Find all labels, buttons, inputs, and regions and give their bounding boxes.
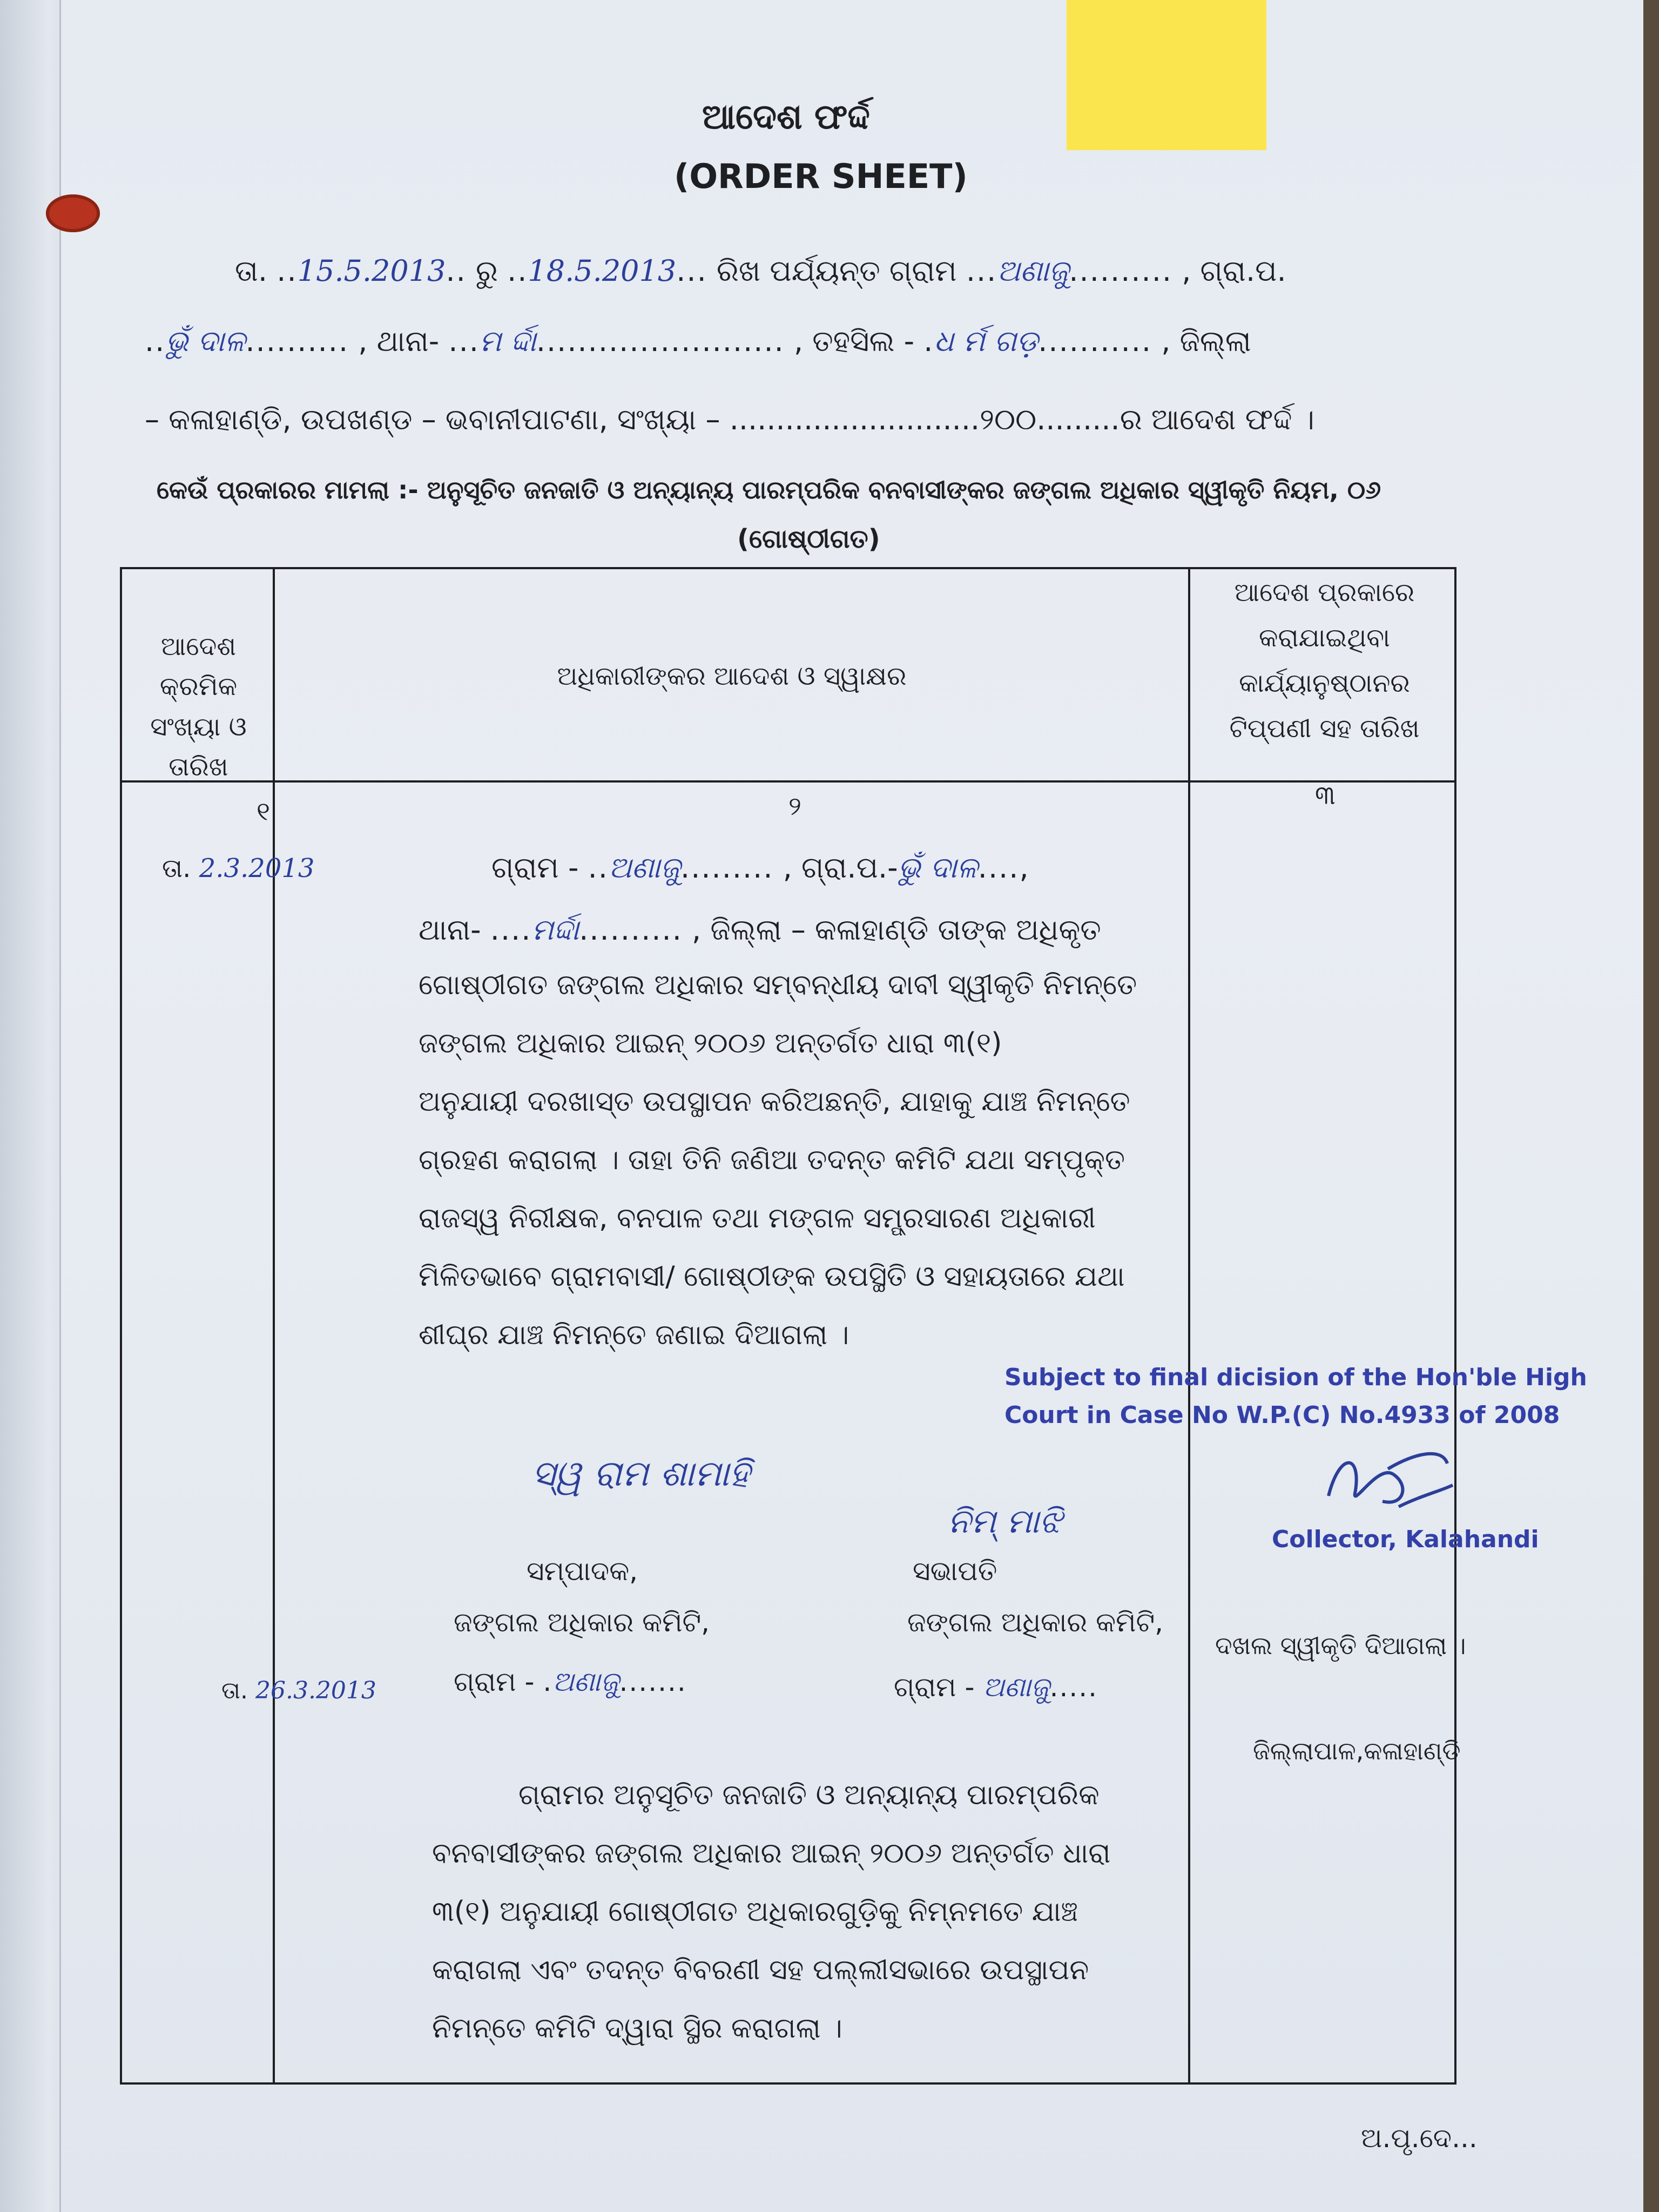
- secretary-signature: ସ୍ୱ ରାମ ଶାମାହି: [532, 1453, 750, 1494]
- entry2-date-prefix: ତା.: [221, 1677, 248, 1704]
- intro-line-2: ..ଭୁଁ ଦାଳ.......... , ଥାନା- ...ମ ର୍ଦ୍ଦା........................ , ତହସିଲ - .ଧ ର୍ମ ଗଡ଼........... , ଜିଲ୍ଲା: [145, 324, 1251, 358]
- village-value: ଅଣାଜୁ: [983, 1671, 1050, 1703]
- col3-header-line-3: କାର୍ଯ୍ୟାନୁଷ୍ଠାନର: [1239, 668, 1410, 698]
- secretary-title: ସମ୍ପାଦକ,: [527, 1555, 638, 1587]
- col3-header: [1193, 570, 1455, 751]
- col3-number: ୩: [1315, 780, 1336, 811]
- col1-number: ୧: [257, 797, 271, 827]
- entry2-date-value: 26.3.2013: [255, 1677, 376, 1704]
- date-connector: ରୁ: [475, 254, 498, 288]
- village-value: ଅଣାଜୁ: [552, 1666, 619, 1697]
- tahasil-value: ଧ ର୍ମ ଗଡ଼: [934, 324, 1038, 358]
- order1-line: ରାଜସ୍ୱ ନିରୀକ୍ଷକ, ବନପାଳ ତଥା ମଙ୍ଗଳ ସମ୍ପ୍ରସାରଣ ଅଧିକାରୀ: [419, 1202, 1096, 1235]
- gp-value: ଭୁଁ ଦାଳ: [165, 324, 246, 358]
- order1-line: ଗ୍ରହଣ କରାଗଲା । ତାହା ତିନି ଜଣିଆ ତଦନ୍ତ କମିଟି ଯଥା ସମ୍ପୃକ୍ତ: [419, 1144, 1125, 1176]
- entry1-date-value: 2.3.2013: [199, 853, 315, 884]
- order1-body: [419, 956, 1185, 1364]
- intro-line-1: ତା. ..15.5.2013.. ରୁ ..18.5.2013... ରିଖ ପର୍ଯ୍ୟନ୍ତ ଗ୍ରାମ ...ଅଣାଜୁ.......... , ଗ୍ରା.ପ.: [235, 254, 1286, 288]
- col2-number: ୨: [788, 791, 801, 821]
- col3-header-line-1: ଆଦେଶ ପ୍ରକାରେ: [1234, 577, 1415, 608]
- collector-stamp: Collector, Kalahandi: [1272, 1526, 1539, 1553]
- table-header-divider: [120, 780, 1456, 783]
- order1-village-label: ଗ୍ରାମ -: [491, 851, 579, 885]
- order2-line: ନିମନ୍ତେ କମିଟି ଦ୍ୱାରା ସ୍ଥିର କରାଗଲା ।: [432, 2012, 842, 2045]
- entry1-date: [162, 853, 314, 884]
- order1-thana-line: ଥାନା- ....ମର୍ଦ୍ଦା.......... , ଜିଲ୍ଲା – କଳାହାଣ୍ଡି ତାଙ୍କ ଅଧିକୃତ: [419, 913, 1101, 947]
- president-committee: ଜଙ୍ଗଲ ଅଧିକାର କମିଟି,: [907, 1607, 1164, 1638]
- order1-line: ମିଳିତଭାବେ ଗ୍ରାମବାସୀ/ ଗୋଷ୍ଠୀଙ୍କ ଉପସ୍ଥିତି ଓ ସହାୟତାରେ ଯଥା: [419, 1260, 1125, 1293]
- case-text: ଅନୁସୂଚିତ ଜନଜାତି ଓ ଅନ୍ୟାନ୍ୟ ପାରମ୍ପରିକ ବନବାସୀଙ୍କର ଜଙ୍ଗଲ ଅଧିକାର ସ୍ୱୀକୃତି ନିୟମ, ୦୬: [427, 475, 1381, 504]
- entry1-date-prefix: ତା.: [162, 853, 191, 884]
- district-label: , ଜିଲ୍ଲା: [1161, 324, 1251, 358]
- order1-thana-label: ଥାନା-: [419, 913, 481, 947]
- col3-signature-title: ଜିଲ୍ଲାପାଳ,କଳାହାଣ୍ଡି: [1253, 1736, 1461, 1765]
- table-col-divider-2: [1188, 567, 1190, 2085]
- order1-line: ଅନୁଯାୟୀ ଦରଖାସ୍ତ ଉପସ୍ଥାପନ କରିଅଛନ୍ତି, ଯାହାକୁ ଯାଞ୍ଚ ନିମନ୍ତେ: [419, 1085, 1130, 1118]
- col2-header: ଅଧିକାରୀଙ୍କର ଆଦେଶ ଓ ସ୍ୱାକ୍ଷର: [557, 661, 907, 691]
- binder-ring: [46, 194, 100, 232]
- col1-header: [130, 626, 267, 787]
- court-stamp-line-2: Court in Case No W.P.(C) No.4933 of 2008: [1004, 1401, 1560, 1429]
- president-title: ସଭାପତି: [913, 1555, 997, 1587]
- order1-village: ଅଣାଜୁ: [608, 851, 681, 885]
- date-from: 15.5.2013: [297, 254, 446, 288]
- col3-header-line-2: କରାଯାଇଥିବା: [1259, 623, 1390, 653]
- order2-line: ୩(୧) ଅନୁଯାୟୀ ଗୋଷ୍ଠୀଗତ ଅଧିକାରଗୁଡ଼ିକୁ ନିମ୍ନମତେ ଯାଞ୍ଚ: [432, 1896, 1078, 1928]
- page-title-odia: ଆଦେଶ ଫର୍ଦ୍ଦ: [702, 97, 870, 137]
- case-category: (ଗୋଷ୍ଠୀଗତ): [737, 524, 880, 554]
- village-label: ଗ୍ରାମ -: [894, 1671, 975, 1703]
- order1-gp: ଭୁଁ ଦାଳ: [898, 851, 978, 885]
- order1-village-line: ଗ୍ରାମ - ..ଅଣାଜୁ......... , ଗ୍ରା.ପ.-ଭୁଁ ଦାଳ....,: [491, 851, 1030, 885]
- order2-body: [432, 1766, 1183, 2058]
- order2-line: କରାଗଲା ଏବଂ ତଦନ୍ତ ବିବରଣୀ ସହ ପଲ୍ଲୀସଭାରେ ଉପସ୍ଥାପନ: [432, 1954, 1089, 1986]
- col3-note: ଦଖଲ ସ୍ୱୀକୃତି ଦିଆଗଲା ।: [1215, 1631, 1466, 1660]
- thana-label: , ଥାନା-: [358, 324, 440, 358]
- gp-label: , ଗ୍ରା.ପ.: [1182, 254, 1286, 288]
- order1-line: ଶୀଘ୍ର ଯାଞ୍ଚ ନିମନ୍ତେ ଜଣାଇ ଦିଆଗଲା ।: [419, 1319, 849, 1351]
- col1-header-line-2: ସଂଖ୍ୟା ଓ ତାରିଖ: [150, 711, 247, 783]
- order1-line: ଜଙ୍ଗଲ ଅଧିକାର ଆଇନ୍ ୨୦୦୬ ଅନ୍ତର୍ଗତ ଧାରା ୩(୧): [419, 1027, 1002, 1060]
- president-village: ଗ୍ରାମ - ଅଣାଜୁ.....: [894, 1671, 1098, 1703]
- intro-line-3: – କଳାହାଣ୍ଡି, ଉପଖଣ୍ଡ – ଭବାନୀପାଟଣା, ସଂଖ୍ୟା – ...........................୨୦୦.........ର ଆଦେଶ ଫର୍ଦ୍ଦ ।: [145, 402, 1314, 436]
- secretary-committee: ଜଙ୍ଗଲ ଅଧିକାର କମିଟି,: [454, 1607, 710, 1638]
- case-type-line: [157, 475, 1381, 505]
- entry2-date: [221, 1677, 376, 1704]
- village-label: ଗ୍ରାମ -: [454, 1666, 535, 1697]
- order1-district: , ଜିଲ୍ଲା – କଳାହାଣ୍ଡି ତାଙ୍କ ଅଧିକୃତ: [692, 913, 1101, 947]
- village-label: ରିଖ ପର୍ଯ୍ୟନ୍ତ ଗ୍ରାମ: [716, 254, 957, 288]
- order2-line: ବନବାସୀଙ୍କର ଜଙ୍ଗଲ ଅଧିକାର ଆଇନ୍ ୨୦୦୬ ଅନ୍ତର୍ଗତ ଧାରା: [432, 1837, 1111, 1870]
- yellow-sticky-note: [1067, 0, 1266, 150]
- date-prefix: ତା.: [235, 254, 268, 288]
- thana-value: ମ ର୍ଦ୍ଦା: [479, 324, 536, 358]
- order1-gp-label: , ଗ୍ରା.ପ.-: [783, 851, 898, 885]
- president-signature: ନିମ୍ ମାଝି: [948, 1501, 1062, 1541]
- date-to: 18.5.2013: [528, 254, 677, 288]
- col1-header-line-1: ଆଦେଶ କ୍ରମିକ: [159, 631, 238, 702]
- collector-signature: [1318, 1431, 1458, 1528]
- table-col-divider-1: [273, 567, 275, 2085]
- order1-thana: ମର୍ଦ୍ଦା: [531, 913, 579, 947]
- case-label: କେଉଁ ପ୍ରକାରର ମାମଲା :-: [157, 475, 419, 504]
- page-title-english: (ORDER SHEET): [674, 157, 968, 196]
- secretary-village: ଗ୍ରାମ - .ଅଣାଜୁ.......: [454, 1666, 687, 1697]
- tahasil-label: , ତହସିଲ -: [793, 324, 915, 358]
- col3-header-line-4: ଟିପ୍ପଣୀ ସହ ତାରିଖ: [1229, 713, 1420, 744]
- village-value: ଅଣାଜୁ: [997, 254, 1069, 288]
- order1-line: ଗୋଷ୍ଠୀଗତ ଜଙ୍ଗଲ ଅଧିକାର ସମ୍ବନ୍ଧୀୟ ଦାବୀ ସ୍ୱୀକୃତି ନିମନ୍ତେ: [419, 969, 1137, 1001]
- page-turn-note: ଅ.ପୃ.ଦେ...: [1361, 2122, 1478, 2154]
- order2-line: ଗ୍ରାମର ଅନୁସୂଚିତ ଜନଜାତି ଓ ଅନ୍ୟାନ୍ୟ ପାରମ୍ପରିକ: [518, 1779, 1100, 1811]
- court-stamp-line-1: Subject to final dicision of the Hon'ble High: [1004, 1364, 1587, 1391]
